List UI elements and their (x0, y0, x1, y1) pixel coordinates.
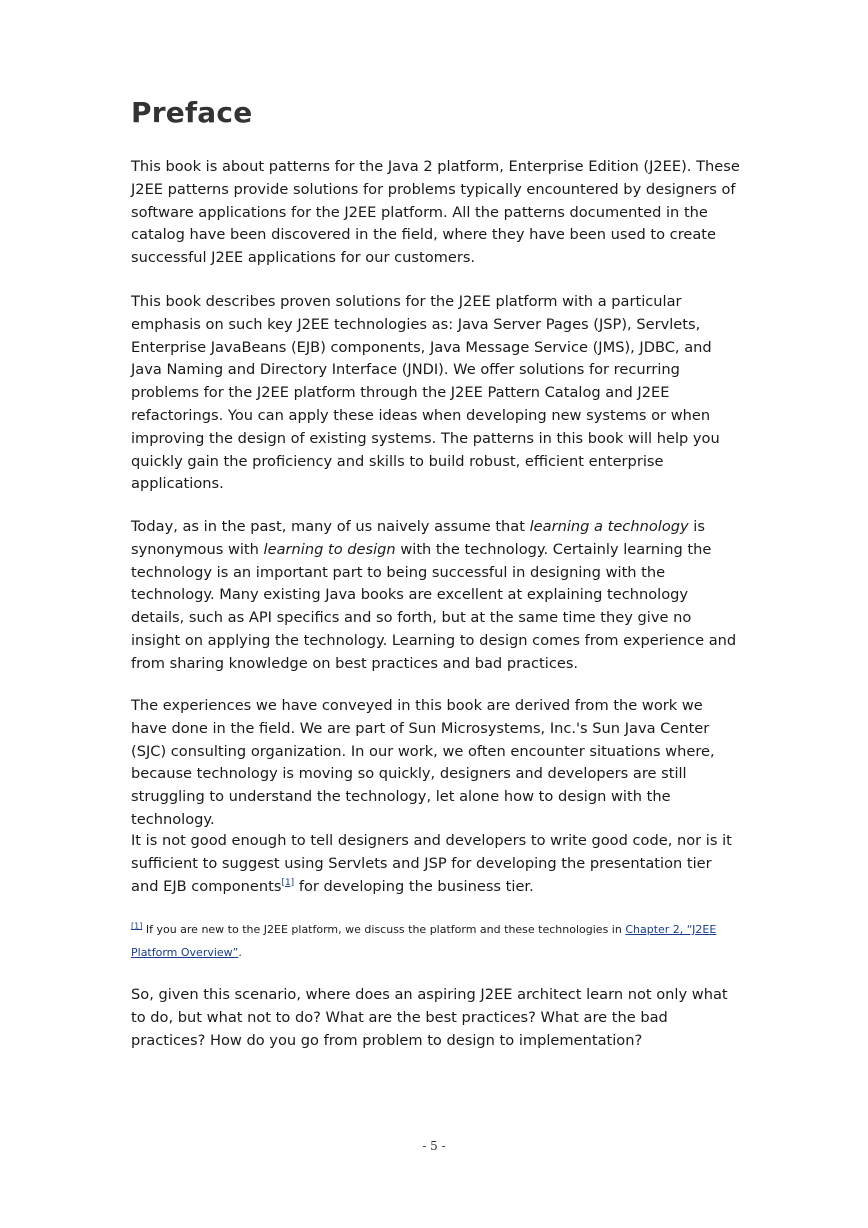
footnote (131, 918, 743, 964)
paragraph-3 (131, 516, 743, 676)
footnote-text: If you are new to the J2EE platform, we discuss the platform and these technologies in (142, 923, 626, 936)
chapter-2-link[interactable]: Chapter 2, “J2EE Platform Overview” (131, 923, 717, 959)
emphasis-learning-a-technology: learning a technology (529, 518, 689, 535)
paragraph-3-text-b: is synonymous with (131, 518, 705, 558)
paragraph-5-text-a: It is not good enough to tell designers and developers to write good code, nor is it sufficient to suggest using Servlets and JSP for developing the presentation tier and EJB components (131, 832, 732, 895)
footnote-end: . (238, 946, 242, 959)
footnote-reference-link[interactable]: [1] (281, 877, 295, 888)
paragraph-2: This book describes proven solutions for the J2EE platform with a particular emphasis on such key J2EE technologies as: Java Server Pages (JSP), Servlets, Enterprise JavaBeans (EJB) components, Java Message Service (JMS), JDBC, and Java Naming and Directory Interface (JNDI). We offer solutions for recurring problems for the J2EE platform through the J2EE Pattern Catalog and J2EE refactorings. You can apply these ideas when developing new systems or when improving the design of existing systems. The patterns in this book will help you quickly gain the proficiency and skills to build robust, efficient enterprise applications. (131, 293, 720, 493)
paragraph-3-text-a: Today, as in the past, many of us naively assume that (131, 518, 530, 535)
paragraph-6: So, given this scenario, where does an aspiring J2EE architect learn not only what to do, but what not to do? What are the best practices? What are the bad practices? How do you go from problem to design to implementation? (131, 986, 728, 1049)
paragraph-1: This book is about patterns for the Java 2 platform, Enterprise Edition (J2EE). These J2EE patterns provide solutions for problems typically encountered by designers of software applications for the J2EE platform. All the patterns documented in the catalog have been discovered in the field, where they have been used to create successful J2EE applications for our customers. (131, 158, 740, 267)
paragraph-5 (131, 830, 743, 898)
footnote-mark-link[interactable]: [1] (131, 921, 143, 931)
page-number: - 5 - (422, 1139, 446, 1153)
page-title: Preface (131, 96, 253, 129)
paragraph-4: The experiences we have conveyed in this book are derived from the work we have done in the field. We are part of Sun Microsystems, Inc.'s Sun Java Center (SJC) consulting organization. In our work, we often encounter situations where, because technology is moving so quickly, designers and developers are still struggling to understand the technology, let alone how to design with the technology. (131, 697, 715, 828)
paragraph-3-text-c: with the technology. Certainly learning the technology is an important part to being successful in designing with the technology. Many existing Java books are excellent at explaining technology details, such as API specifics and so forth, but at the same time they give no insight on applying the technology. Learning to design comes from experience and from sharing knowledge on best practices and bad practices. (131, 540, 737, 672)
emphasis-learning-to-design: learning to design (263, 540, 396, 558)
paragraph-5-text-b: for developing the business tier. (294, 877, 534, 895)
